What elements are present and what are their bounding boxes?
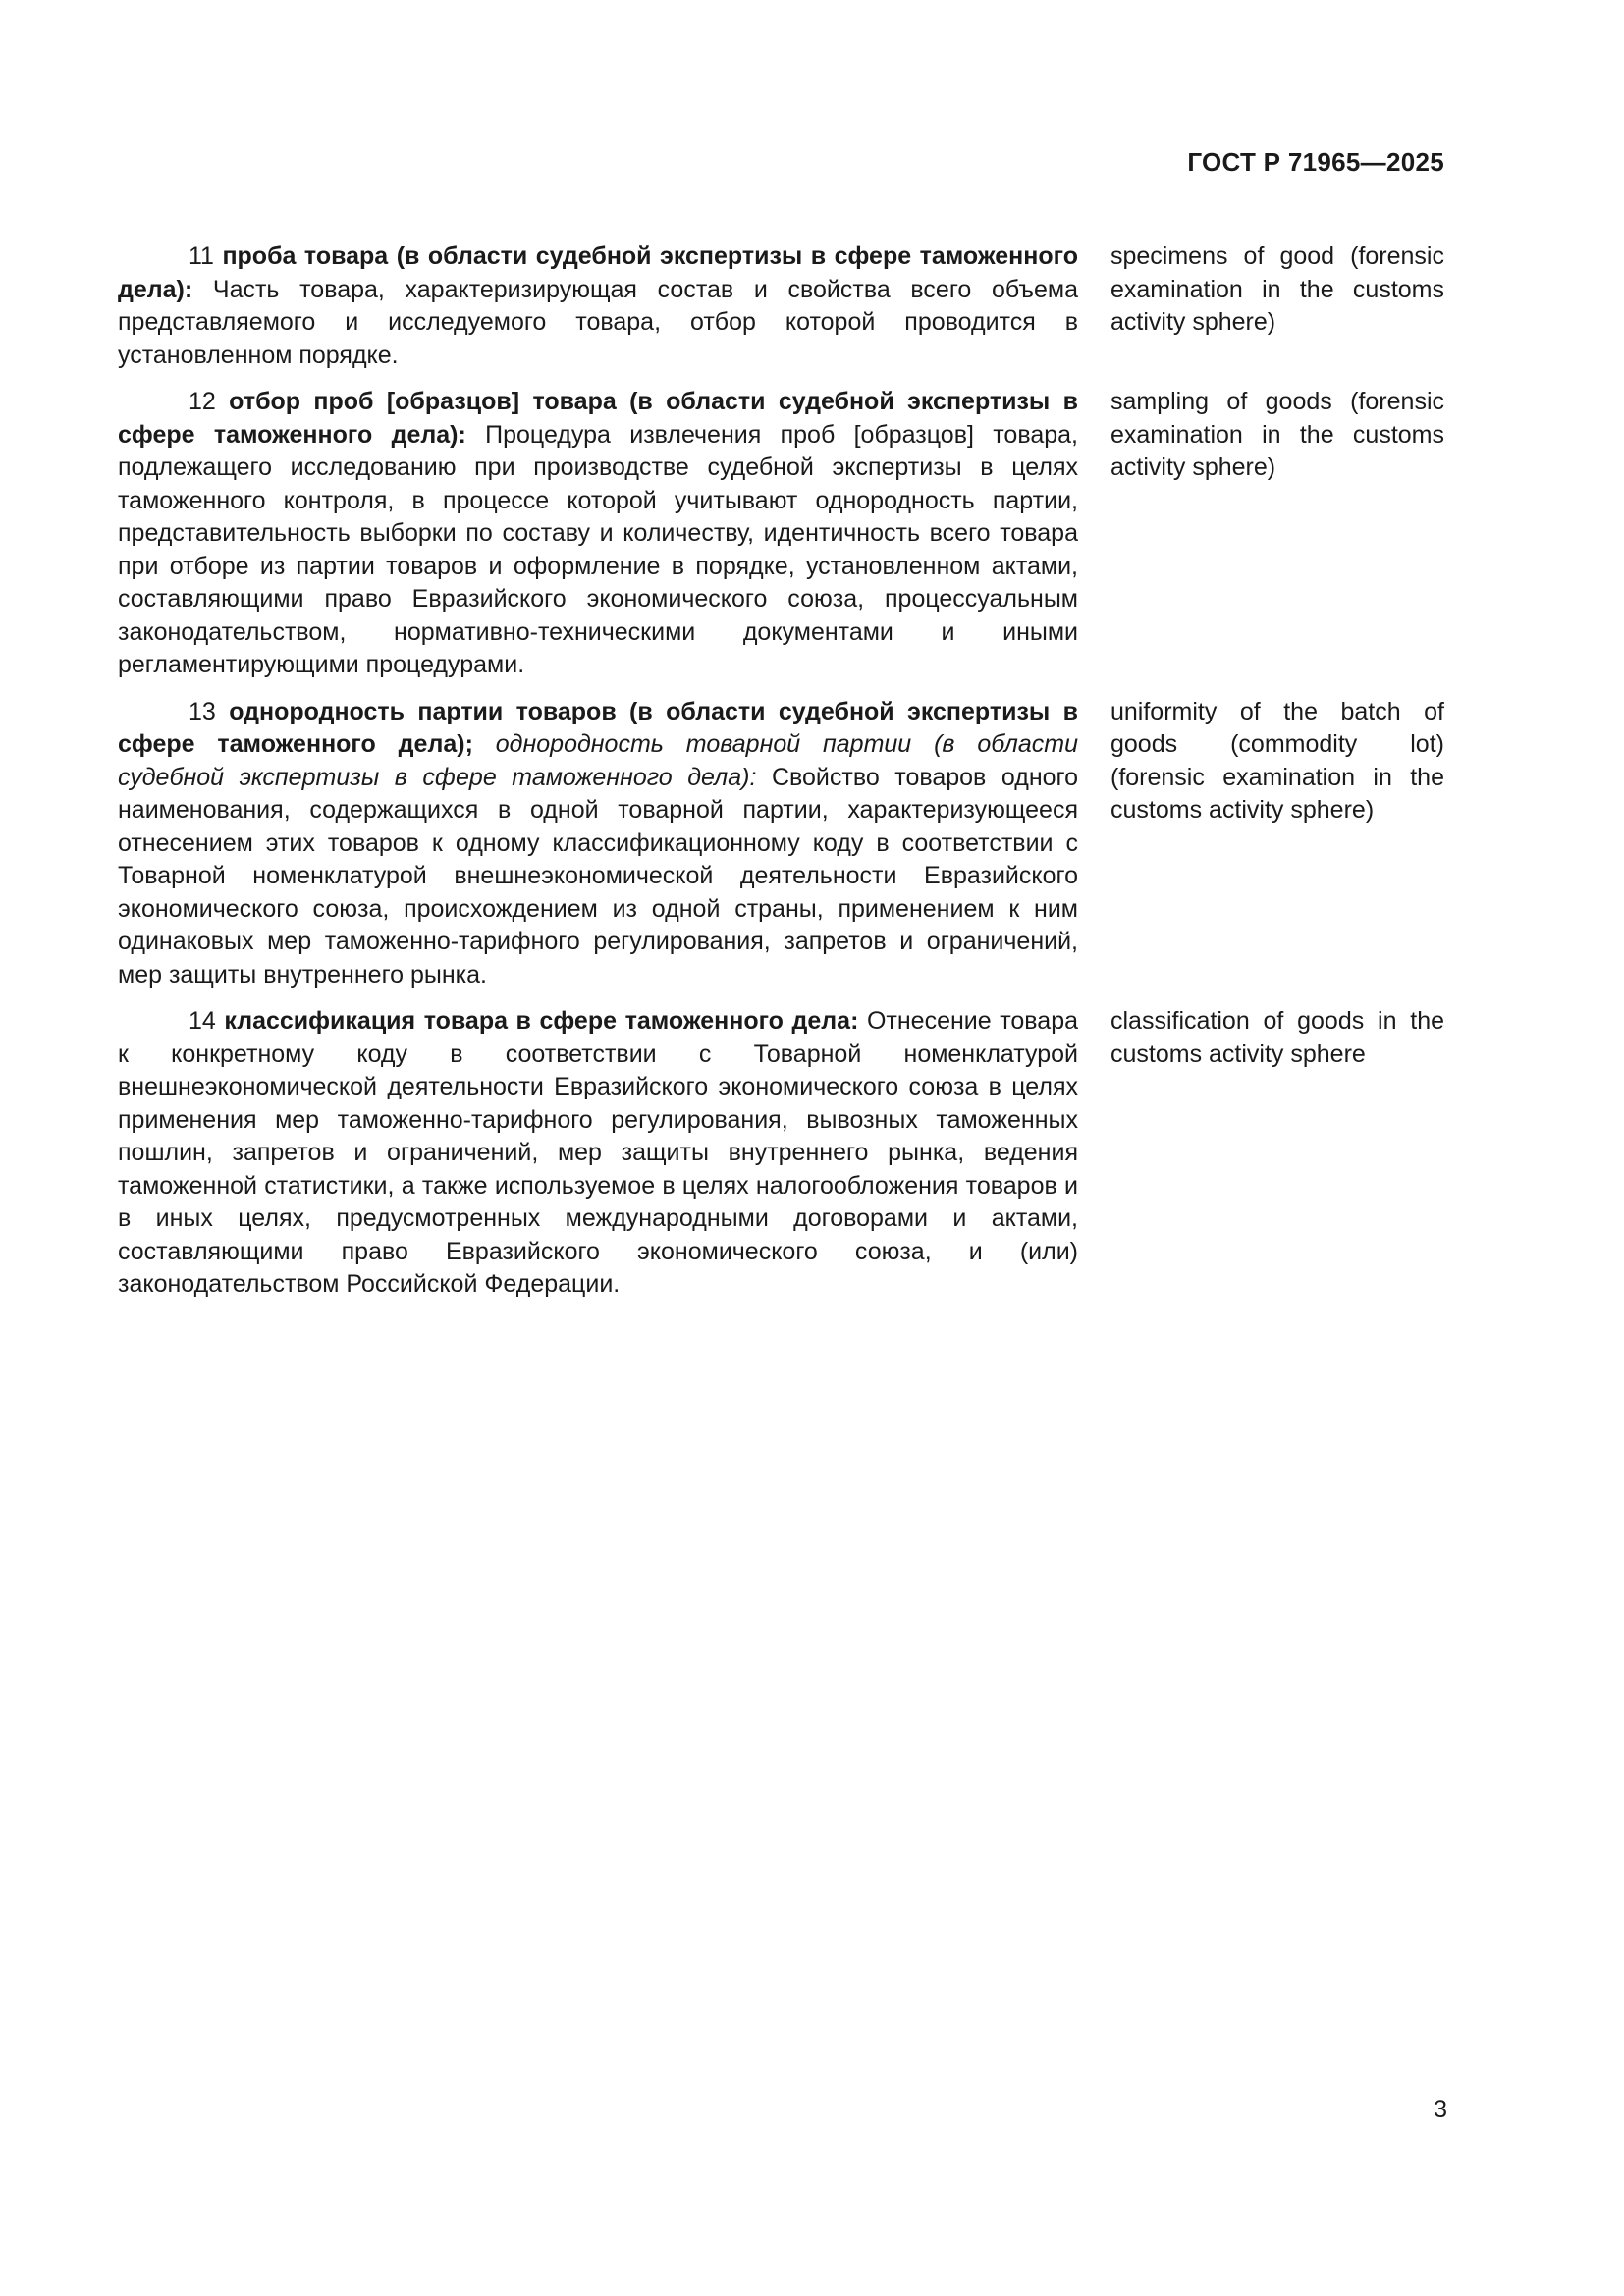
term-en-equivalent: specimens of good (forensic examination in the customs activity sphere)	[1110, 242, 1444, 336]
term-ru-synonym: однородность товарной партии (в области судебной экспертизы в сфере таможенного дела):	[118, 730, 1078, 791]
term-entry	[118, 240, 1444, 372]
term-entry	[118, 696, 1444, 992]
document-header: ГОСТ Р 71965—2025	[1187, 147, 1444, 177]
term-ru-name: проба товара (в области судебной экспертизы в сфере таможенного дела):	[118, 242, 1078, 303]
term-ru-text	[118, 386, 1078, 682]
term-definition: Свойство товаров одного наименования, содержащихся в одной товарной партии, характеризующееся отнесением этих товаров к одному классификационному коду в соответствии с Товарной номенклатурой внешнеэкономической деятельности Евразийского экономического союза, происхождением из одной страны, применением к ним одинаковых мер таможенно-тарифного регулирования, запретов и ограничений, мер защиты внутреннего рынка.	[118, 763, 1078, 988]
term-ru-text	[118, 240, 1078, 372]
term-number: 13	[189, 697, 216, 725]
term-ru-text	[118, 696, 1078, 992]
terms-list	[118, 240, 1444, 1315]
term-entry	[118, 386, 1444, 682]
term-definition: Процедура извлечения проб [образцов] товара, подлежащего исследованию при производстве судебной экспертизы в целях таможенного контроля, в процессе которой учитывают однородность партии, представительность выборки по составу и количеству, идентичность всего товара при отборе из партии товаров и оформление в порядке, установленном актами, составляющими право Евразийского экономического союза, процессуальным законодательством, нормативно-техническими документами и иными регламентирующими процедурами.	[118, 420, 1078, 678]
term-en-equivalent: sampling of goods (forensic examination in the customs activity sphere)	[1110, 388, 1444, 481]
term-entry	[118, 1005, 1444, 1302]
term-ru-name: однородность партии товаров (в области судебной экспертизы в сфере таможенного дела)	[118, 697, 1078, 758]
term-definition: Часть товара, характеризирующая состав и свойства всего объема представляемого и исследуемого товара, отбор которой проводится в установленном порядке.	[118, 275, 1078, 369]
term-ru-name: классификация товара в сфере таможенного дела:	[224, 1007, 859, 1035]
term-number: 14	[189, 1007, 216, 1035]
term-ru-text	[118, 1005, 1078, 1302]
term-synonym-separator: ;	[464, 730, 473, 758]
term-number: 11	[189, 242, 214, 270]
term-ru-name: отбор проб [образцов] товара (в области судебной экспертизы в сфере таможенного дела):	[118, 388, 1078, 449]
term-en-equivalent: classification of goods in the customs activity sphere	[1110, 1007, 1444, 1068]
term-en-equivalent: uniformity of the batch of goods (commodity lot) (forensic examination in the customs activity sphere)	[1110, 697, 1444, 824]
term-definition: Отнесение товара к конкретному коду в соответствии с Товарной номенклатурой внешнеэкономической деятельности Евразийского экономического союза в целях применения мер таможенно-тарифного регулирования, вывозных таможенных пошлин, запретов и ограничений, мер защиты внутреннего рынка, ведения таможенной статистики, а также используемое в целях налогообложения товаров и в иных целях, предусмотренных международными договорами и актами, составляющими право Евразийского экономического союза, и (или) законодательством Российской Федерации.	[118, 1007, 1078, 1298]
page-number: 3	[1434, 2096, 1447, 2123]
term-number: 12	[189, 388, 216, 415]
